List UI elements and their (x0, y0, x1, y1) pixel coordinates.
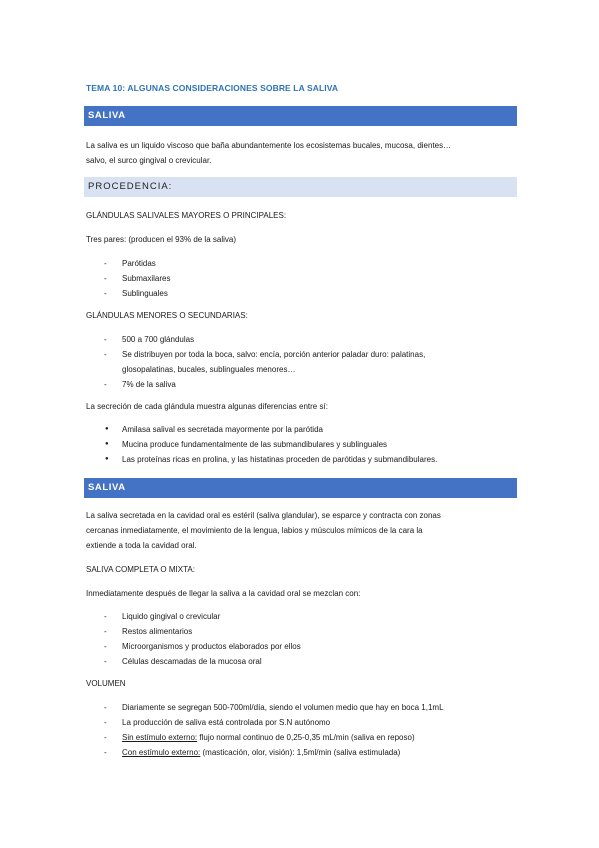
list-item: - 7% de la saliva (86, 377, 506, 392)
paragraph-line: salvo, el surco gingival o crevicular. (86, 156, 212, 165)
list-item: - Se distribuyen por toda la boca, salvo: encía, porción anterior paladar duro: palatinas, (86, 347, 506, 362)
paragraph-line: cercanas inmediatamente, el movimiento de la lengua, labios y músculos mímicos de la cara la (86, 526, 423, 535)
con-estimulo-label: Con estímulo externo: (122, 748, 201, 757)
paragraph-line: La saliva es un liquido viscoso que baña abundantemente los ecosistemas bucales, mucosa, dientes… (86, 141, 452, 150)
list-item: - Células descamadas de la mucosa oral (86, 654, 506, 669)
completa-list (86, 609, 506, 669)
list-item-con-estimulo (86, 745, 506, 760)
saliva-definition (86, 138, 514, 168)
diferencias-text: La secreción de cada glándula muestra algunas diferencias entre sí: (86, 402, 328, 411)
list-item: ● Mucina produce fundamentalmente de las submandibulares y sublinguales (86, 437, 506, 452)
list-item-continuation-text: glosopalatinas, bucales, sublinguales menores… (122, 365, 296, 374)
volumen-heading: VOLUMEN (86, 679, 126, 688)
paragraph-line: extiende a toda la cavidad oral. (86, 541, 197, 550)
volumen-list (86, 700, 506, 760)
menores-heading: GLÁNDULAS MENORES O SECUNDARIAS: (86, 311, 248, 320)
completa-heading: SALIVA COMPLETA O MIXTA: (86, 565, 195, 574)
list-item: - Liquido gingival o crevicular (86, 609, 506, 624)
tres-pares-text: Tres pares: (producen el 93% de la saliva) (86, 235, 236, 244)
section-heading-saliva: SALIVA (84, 106, 517, 126)
list-item: - Parótidas (86, 256, 506, 271)
section-heading-saliva-2: SALIVA (84, 478, 517, 498)
sin-estimulo-text: flujo normal continuo de 0,25-0,35 mL/min (saliva en reposo) (197, 733, 415, 742)
list-item: ● Las proteínas ricas en prolina, y las histatinas proceden de parótidas y submandibulares. (86, 452, 506, 467)
list-item: - Submaxilares (86, 271, 506, 286)
list-item: - Microorganismos y productos elaborados por ellos (86, 639, 506, 654)
list-item-sin-estimulo (86, 730, 506, 745)
list-item: - Diariamente se segregan 500-700ml/día, siendo el volumen medio que hay en boca 1,1mL (86, 700, 506, 715)
completa-intro: Inmediatamente después de llegar la saliva a la cavidad oral se mezclan con: (86, 589, 361, 598)
list-item: ● Amilasa salival es secretada mayormente por la parótida (86, 422, 506, 437)
mayores-list (86, 256, 506, 301)
list-item: - La producción de saliva está controlada por S.N autónomo (86, 715, 506, 730)
diferencias-list (86, 422, 506, 467)
mayores-heading: GLÁNDULAS SALIVALES MAYORES O PRINCIPALES: (86, 211, 287, 220)
sin-estimulo-label: Sin estímulo externo: (122, 733, 198, 742)
menores-list (86, 332, 506, 392)
list-item: - Sublinguales (86, 286, 506, 301)
section-heading-procedencia: PROCEDENCIA: (84, 177, 517, 197)
list-item: - 500 a 700 glándulas (86, 332, 506, 347)
list-item: - Restos alimentarios (86, 624, 506, 639)
con-estimulo-text: (masticación, olor, visión): 1,5ml/min (saliva estimulada) (200, 748, 401, 757)
paragraph-line: La saliva secretada en la cavidad oral es estéril (saliva glandular), se esparce y contracta con zonas (86, 511, 441, 520)
saliva-secretada-paragraph (86, 508, 514, 553)
document-title: TEMA 10: ALGUNAS CONSIDERACIONES SOBRE LA SALIVA (86, 83, 339, 93)
list-item-continuation (86, 362, 506, 377)
